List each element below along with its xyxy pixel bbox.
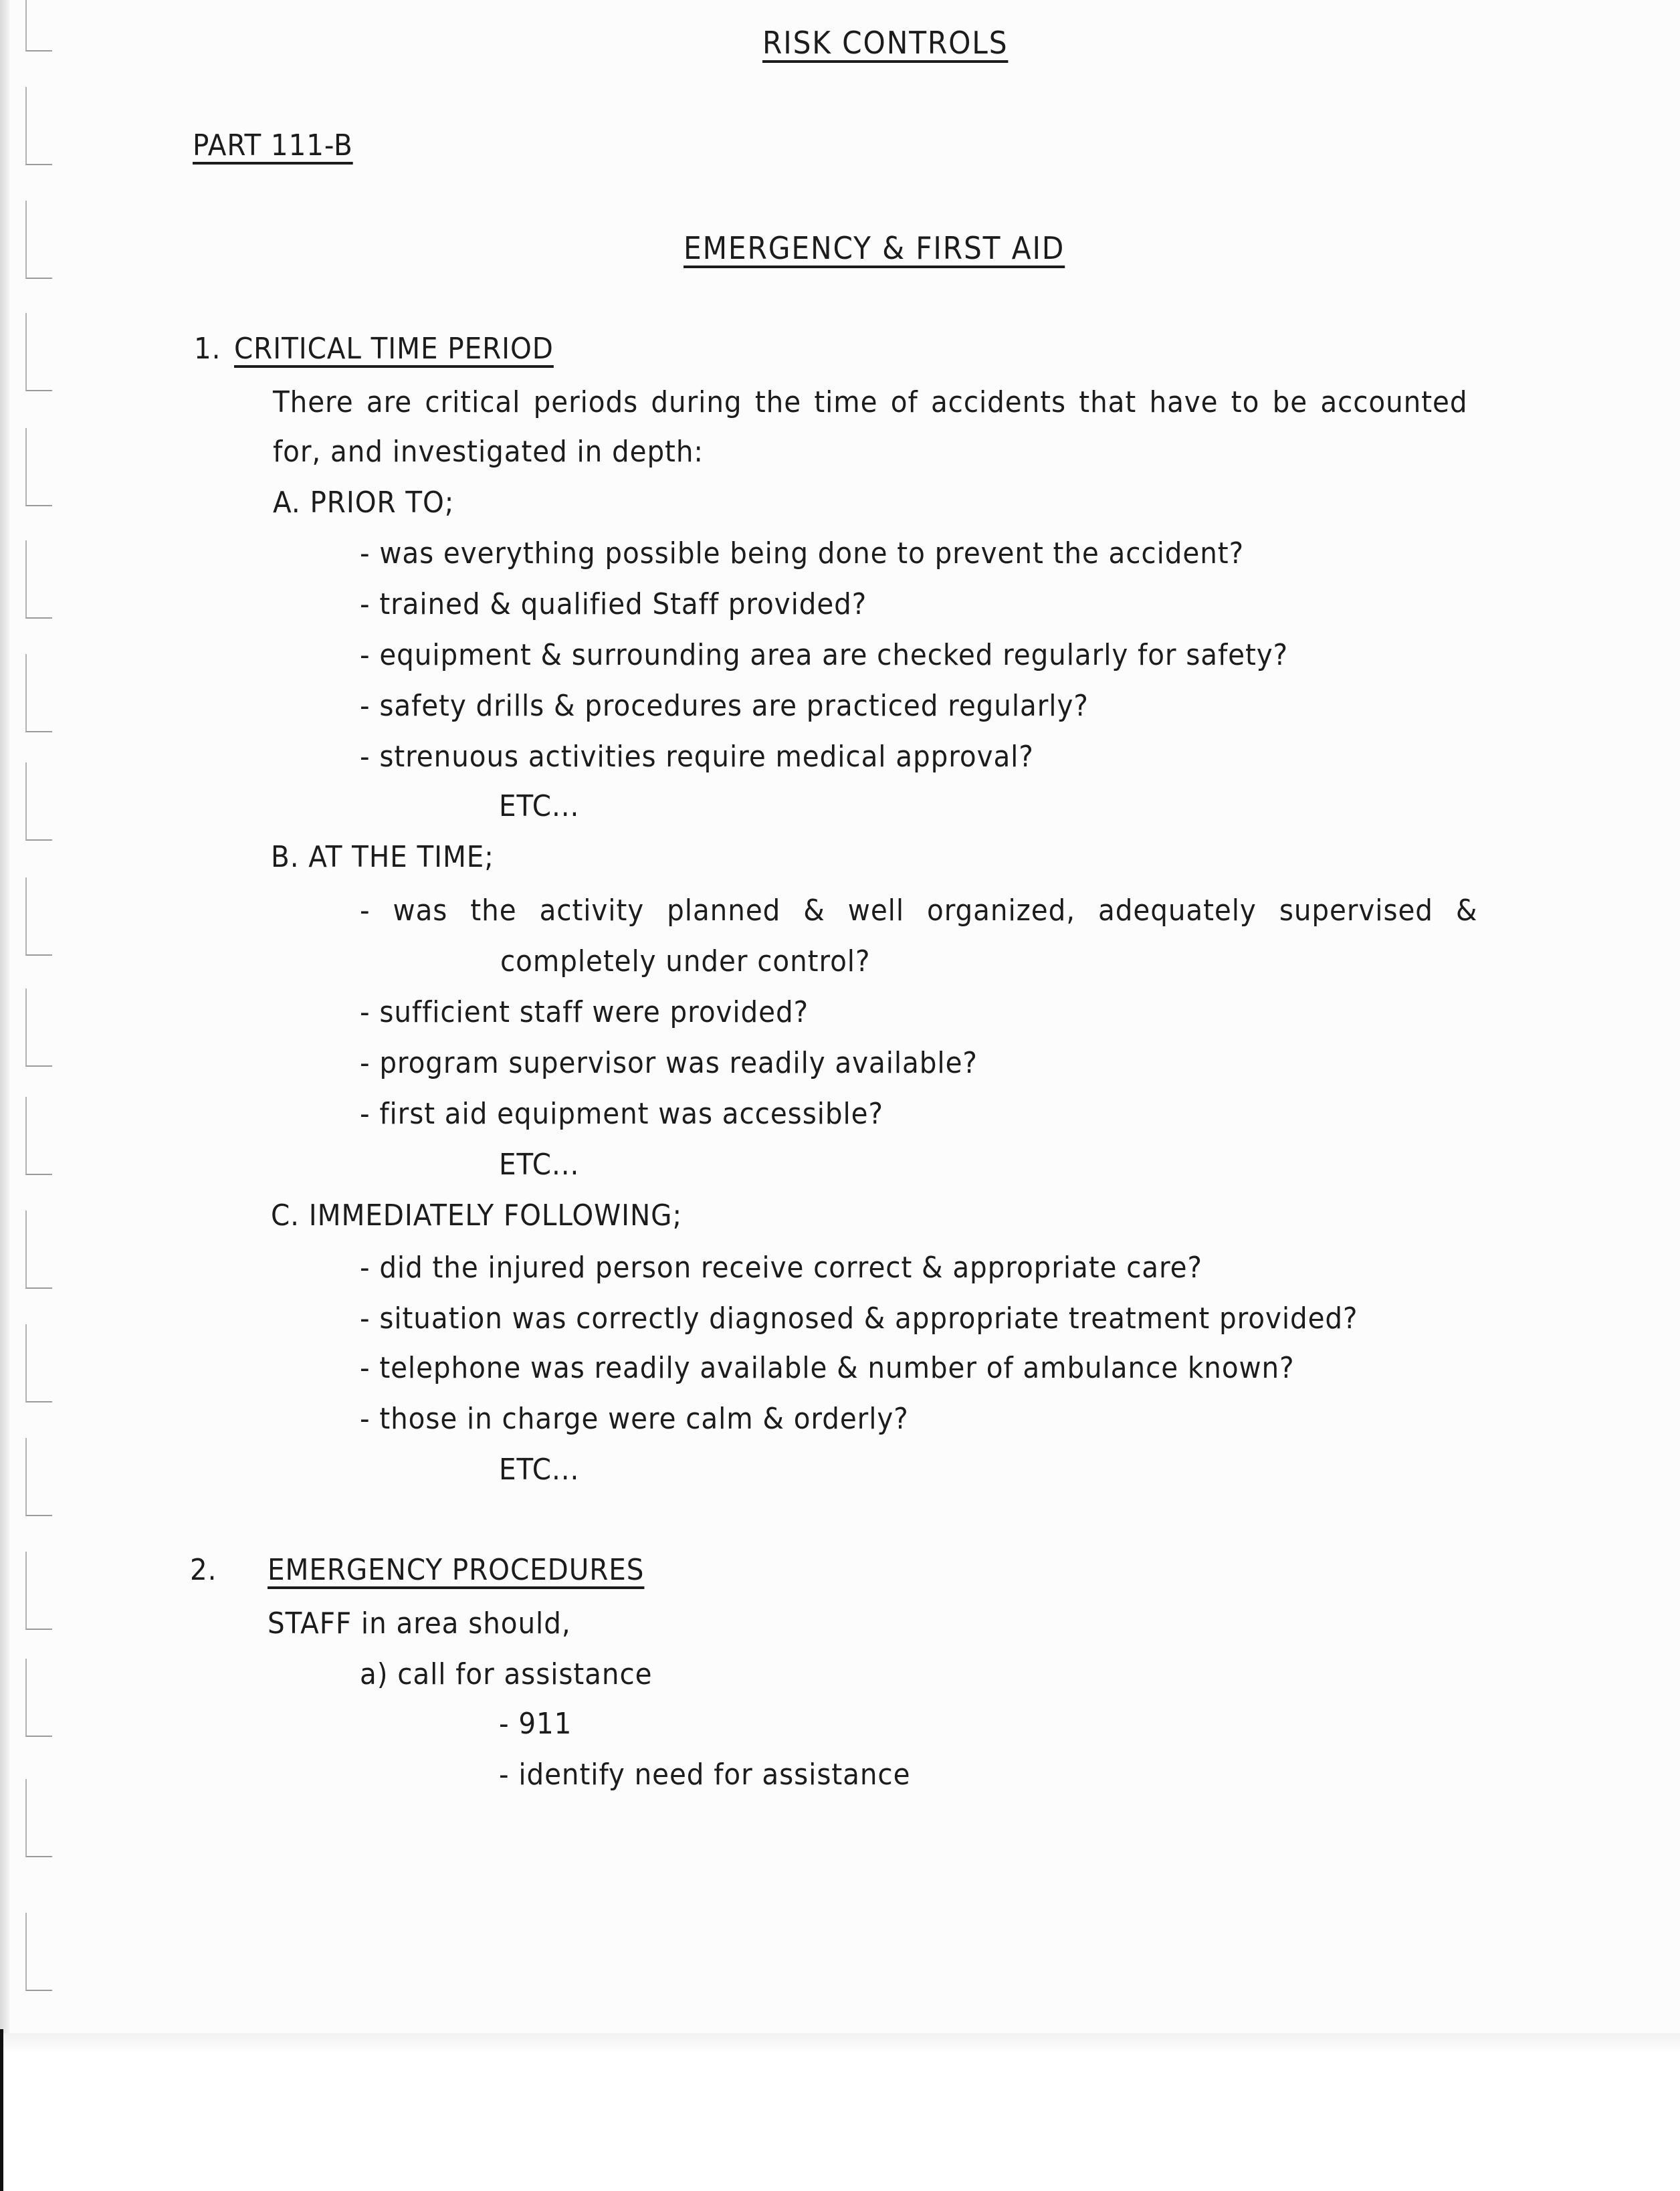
subsection-a-item: - trained & qualified Staff provided? — [360, 587, 867, 621]
section-2-number: 2. — [190, 1553, 217, 1587]
step-a-item: - 911 — [499, 1707, 572, 1741]
subsection-c-label: C. IMMEDIATELY FOLLOWING; — [271, 1198, 683, 1233]
document-title: RISK CONTROLS — [762, 25, 1009, 61]
section-title: EMERGENCY & FIRST AID — [684, 230, 1065, 266]
subsection-c-item: - did the injured person receive correct & appropriate care? — [360, 1251, 1202, 1285]
binder-hole — [25, 0, 52, 51]
subsection-b-item: - first aid equipment was accessible? — [360, 1097, 883, 1131]
binder-hole — [25, 201, 52, 279]
binder-hole — [25, 988, 52, 1067]
step-a-label: a) call for assistance — [360, 1657, 653, 1691]
page-bottom-edge — [0, 2033, 1680, 2053]
subsection-c-item: - telephone was readily available & number of ambulance known? — [360, 1351, 1295, 1385]
binder-hole — [25, 428, 52, 506]
subsection-b-item-continued: completely under control? — [500, 944, 871, 978]
section-1-number: 1. — [194, 332, 221, 366]
subsection-a-etc: ETC... — [499, 789, 580, 823]
section-1-intro-line-2: for, and investigated in depth: — [273, 435, 704, 469]
binder-holes — [12, 0, 72, 2020]
binder-hole — [25, 313, 52, 391]
subsection-a-item: - strenuous activities require medical approval? — [360, 740, 1034, 774]
binder-hole — [25, 1659, 52, 1737]
binder-hole — [25, 762, 52, 841]
binder-hole — [25, 1324, 52, 1402]
subsection-c-etc: ETC... — [499, 1453, 580, 1487]
subsection-a-item: - safety drills & procedures are practiced regularly? — [360, 689, 1089, 723]
section-2-heading: EMERGENCY PROCEDURES — [268, 1553, 645, 1587]
subsection-c-item: - situation was correctly diagnosed & appropriate treatment provided? — [360, 1301, 1358, 1336]
binder-hole — [25, 1211, 52, 1289]
binder-hole — [25, 87, 52, 165]
binder-hole — [25, 654, 52, 732]
subsection-a-label: A. PRIOR TO; — [273, 486, 455, 520]
intro-text: There are critical periods during the time of accidents that have to be accounted — [273, 385, 1468, 419]
section-2-intro: STAFF in area should, — [268, 1606, 571, 1641]
scanner-border — [0, 2029, 3, 2191]
binder-hole — [25, 1779, 52, 1857]
binder-hole — [25, 1913, 52, 1991]
subsection-b-item: - sufficient staff were provided? — [360, 995, 809, 1029]
binder-hole — [25, 1097, 52, 1175]
subsection-b-label: B. AT THE TIME; — [271, 840, 494, 874]
binder-hole — [25, 540, 52, 619]
step-a-item: - identify need for assistance — [499, 1758, 911, 1792]
section-1-heading: CRITICAL TIME PERIOD — [234, 332, 554, 366]
subsection-b-item: - was the activity planned & well organized, adequately supervised & — [360, 894, 1478, 928]
binder-hole — [25, 877, 52, 956]
subsection-a-item: - was everything possible being done to prevent the accident? — [360, 536, 1244, 570]
subsection-c-item: - those in charge were calm & orderly? — [360, 1402, 909, 1436]
subsection-b-item: - program supervisor was readily available? — [360, 1046, 978, 1080]
section-1-intro-line-1 — [273, 385, 1520, 420]
subsection-b-etc: ETC... — [499, 1148, 580, 1182]
binder-hole — [25, 1438, 52, 1516]
part-label: PART 111-B — [193, 128, 353, 163]
binder-hole — [25, 1552, 52, 1630]
subsection-a-item: - equipment & surrounding area are checked regularly for safety? — [360, 638, 1289, 672]
page-left-edge — [0, 0, 9, 2047]
